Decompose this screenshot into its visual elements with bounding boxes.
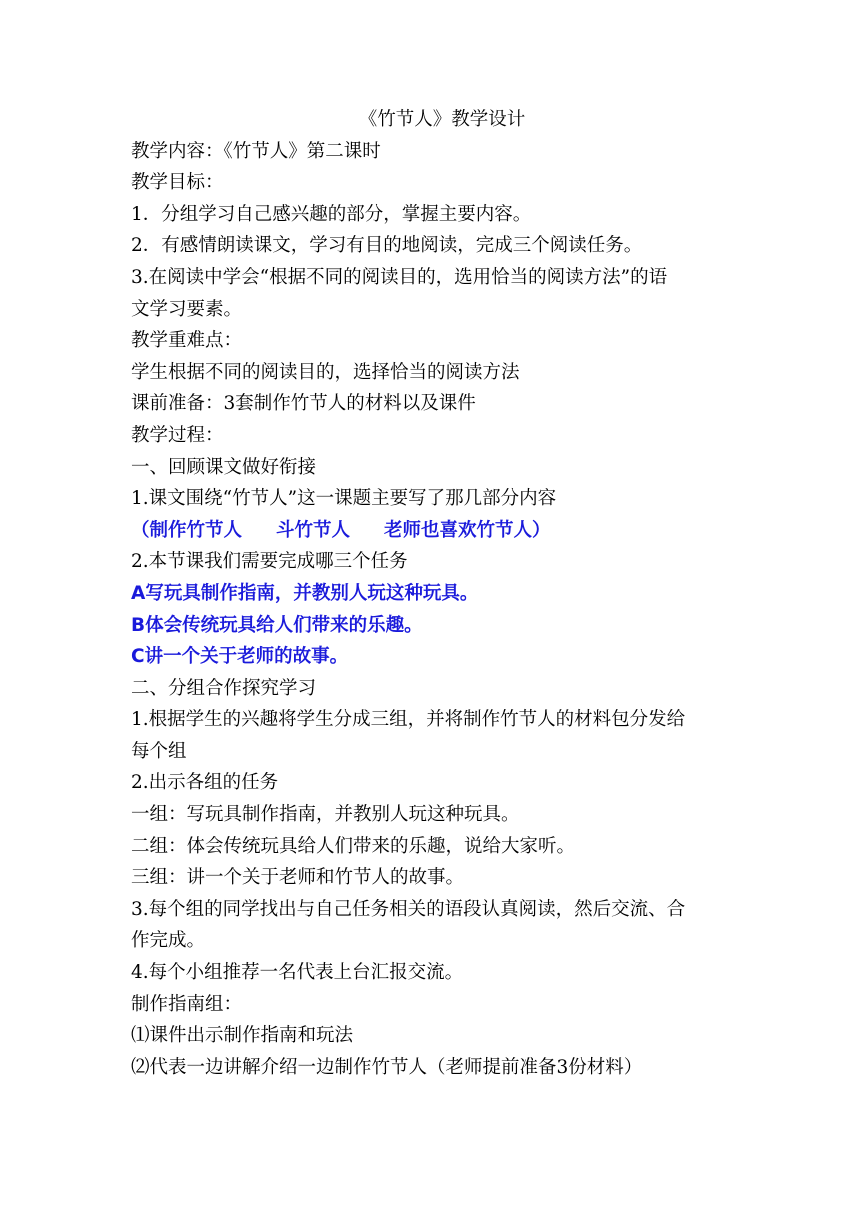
guide-item-1: ⑴课件出示制作指南和玩法 [131, 1025, 354, 1047]
key-points-heading: 教学重难点： [131, 330, 243, 352]
review-question: 1.课文围绕“竹节人”这一课题主要写了那几部分内容 [131, 488, 557, 510]
step-3-cont: 作完成。 [131, 930, 206, 952]
section-2-heading: 二、分组合作探究学习 [131, 677, 317, 699]
document-title: 《竹节人》教学设计 [358, 109, 526, 130]
goal-3: 3.在阅读中学会“根据不同的阅读目的，选用恰当的阅读方法”的语 [131, 266, 668, 288]
group-1-task: 一组：写玩具制作指南，并教别人玩这种玩具。 [131, 804, 520, 826]
group-2-task: 二组：体会传统玩具给人们带来的乐趣，说给大家听。 [131, 835, 576, 857]
answer-part-1: （制作竹节人 [131, 519, 243, 541]
guide-group-heading: 制作指南组： [131, 993, 243, 1015]
key-points-text: 学生根据不同的阅读目的，选择恰当的阅读方法 [131, 361, 520, 383]
goal-3-cont: 文学习要素。 [131, 298, 243, 320]
tasks-question: 2.本节课我们需要完成哪三个任务 [131, 551, 408, 573]
group-3-task: 三组：讲一个关于老师和竹节人的故事。 [131, 867, 465, 889]
step-1-cont: 每个组 [131, 740, 187, 762]
goal-1: 1．分组学习自己感兴趣的部分，掌握主要内容。 [131, 203, 532, 225]
task-b: B体会传统玩具给人们带来的乐趣。 [131, 614, 423, 636]
teaching-content: 教学内容：《竹节人》第二课时 [131, 140, 381, 162]
step-1: 1.根据学生的兴趣将学生分成三组，并将制作竹节人的材料包分发给 [131, 709, 686, 731]
teaching-goals-heading: 教学目标： [131, 172, 224, 194]
task-a: A写玩具制作指南，并教别人玩这种玩具。 [131, 582, 479, 604]
goal-2: 2．有感情朗读课文，学习有目的地阅读，完成三个阅读任务。 [131, 235, 643, 257]
task-c: C讲一个关于老师的故事。 [131, 646, 349, 668]
answer-part-2: 斗竹节人 [276, 519, 351, 541]
preparation: 课前准备：3套制作竹节人的材料以及课件 [131, 393, 476, 415]
step-3: 3.每个组的同学找出与自己任务相关的语段认真阅读，然后交流、合 [131, 898, 686, 920]
answer-part-3: 老师也喜欢竹节人） [384, 519, 551, 541]
step-2: 2.出示各组的任务 [131, 772, 279, 794]
step-4: 4.每个小组推荐一名代表上台汇报交流。 [131, 962, 464, 984]
process-heading: 教学过程： [131, 424, 224, 446]
document-page [131, 104, 735, 1083]
section-1-heading: 一、回顾课文做好衔接 [131, 456, 317, 478]
review-answer [131, 515, 735, 547]
guide-item-2: ⑵代表一边讲解介绍一边制作竹节人（老师提前准备3份材料） [131, 1056, 643, 1078]
